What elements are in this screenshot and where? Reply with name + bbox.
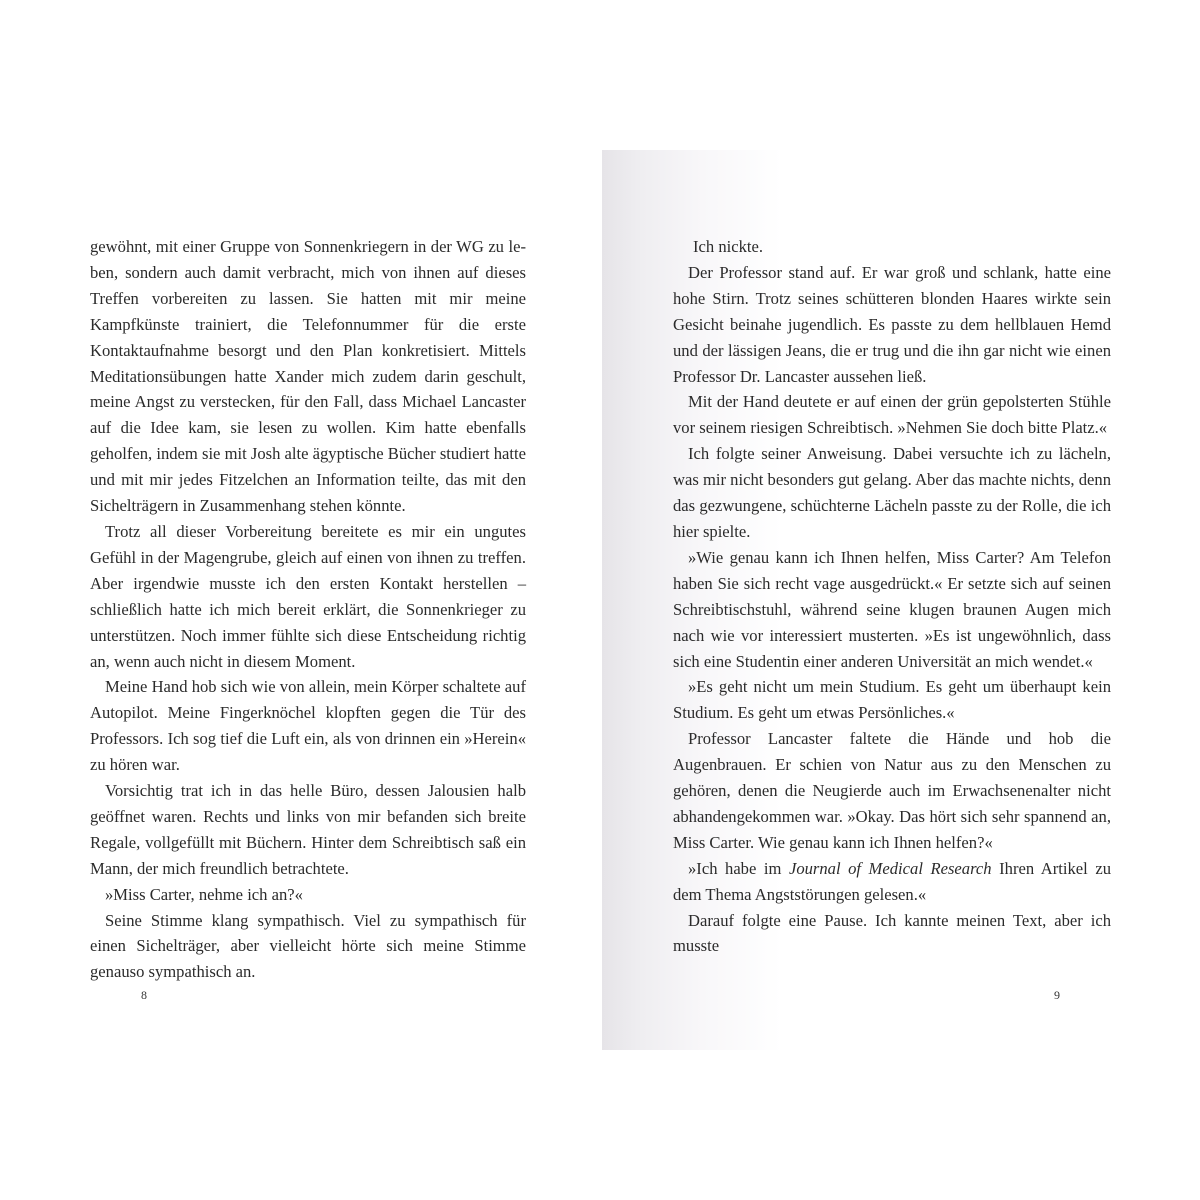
paragraph: Meine Hand hob sich wie von allein, mein Körper schaltete auf Autopilot. Meine Fingerknöchel klopften gegen die Tür des Professors. Ich sog tief die Luft ein, als von drinnen ein »Herein« zu hören war. <box>90 677 526 775</box>
paragraph: gewöhnt, mit einer Gruppe von Sonnenkriegern in der WG zu leben, sondern auch damit verbracht, mich von ihnen auf dieses Treffen vorbereiten zu lassen. Sie hatten mit mir meine Kampfkünste trainiert, die Telefonnummer für die erste Kontaktaufnahme besorgt und den Plan konkretisiert. Mittels Meditationsübungen hatte Xander mich zudem darin geschult, meine Angst zu verstecken, für den Fall, dass Michael Lancaster auf die Idee kam, sie lesen zu wollen. Kim hatte ebenfalls geholfen, indem sie mit Josh alte ägyptische Bücher studiert hatte und mit mir jedes Fitzelchen an Information teilte, das mit den Sichelträgern in Zusammenhang stehen könnte. <box>90 237 526 516</box>
text-segment: Ihren Artikel zu dem Thema Angststörungen gelesen.« <box>673 858 1111 904</box>
paragraph: Ich nickte. <box>693 237 764 256</box>
left-page-text <box>90 234 526 985</box>
left-page <box>0 150 600 1050</box>
paragraph: Der Professor stand auf. Er war groß und schlank, hatte eine hohe Stirn. Trotz seines schütteren blonden Haares wirkte sein Gesicht beinahe jugendlich. Es passte zu dem hellblauen Hemd und der lässigen Jeans, die er trug und die ihn gar nicht wie einen Professor Dr. Lancaster aussehen ließ. <box>673 262 1111 386</box>
page-number-left: 8 <box>141 988 147 1002</box>
paragraph: Vorsichtig trat ich in das helle Büro, dessen Jalousien halb geöffnet waren. Rechts und links von mir befanden sich breite Regale, vollgefüllt mit Büchern. Hinter dem Schreibtisch saß ein Mann, der mich freundlich betrachtete. <box>90 781 526 878</box>
paragraph: Seine Stimme klang sympathisch. Viel zu sympathisch für einen Sichelträger, aber vielleicht hörte sich meine Stimme genauso sympathisch an. <box>90 910 526 982</box>
right-page-text <box>673 234 1111 959</box>
paragraph: »Wie genau kann ich Ihnen helfen, Miss Carter? Am Telefon haben Sie sich recht vage ausgedrückt.« Er setzte sich auf seinen Schreibtischstuhl, während seine klugen braunen Augen mich nach wie vor interessiert musterten. »Es ist ungewöhnlich, dass sich eine Studentin einer anderen Universität an mich wendet.« <box>673 547 1111 671</box>
paragraph-last: Darauf folgte eine Pause. Ich kannte meinen Text, aber ich musste <box>673 910 1111 956</box>
paragraph: Ich folgte seiner Anweisung. Dabei versuchte ich zu lächeln, was mir nicht besonders gut gelang. Aber das machte nichts, denn das gezwungene, schüchterne Lächeln passte zu der Rolle, die ich hier spielte. <box>673 444 1111 541</box>
paragraph: Trotz all dieser Vorbereitung bereitete es mir ein ungutes Gefühl in der Magengrube, gleich auf einen von ihnen zu treffen. Aber irgendwie musste ich den ersten Kontakt herstellen – schließlich hatte ich mich bereit erklärt, die Sonnenkrieger zu unterstützen. Noch immer fühlte sich diese Entscheidung richtig an, wenn auch nicht in diesem Moment. <box>90 521 526 671</box>
paragraph: Mit der Hand deutete er auf einen der grün gepolsterten Stühle vor seinem riesigen Schreibtisch. »Nehmen Sie doch bitte Platz.« <box>673 392 1111 438</box>
paragraph-journal <box>673 856 1111 908</box>
paragraph: »Miss Carter, nehme ich an?« <box>105 884 303 904</box>
page-number-right: 9 <box>1054 988 1060 1002</box>
paragraph: Professor Lancaster faltete die Hände und hob die Augenbrauen. Er schien von Natur aus zu den Menschen zu gehören, denen die Neugierde auch im Erwachsenenalter nicht abhandengekommen war. »Okay. Das hört sich sehr spannend an, Miss Carter. Wie genau kann ich Ihnen helfen?« <box>673 729 1111 852</box>
right-page <box>602 150 1200 1050</box>
journal-title: Journal of Medical Research <box>788 858 992 878</box>
text-segment: »Ich habe im <box>688 858 789 878</box>
paragraph: »Es geht nicht um mein Studium. Es geht um überhaupt kein Studium. Es geht um etwas Persönliches.« <box>673 677 1111 723</box>
